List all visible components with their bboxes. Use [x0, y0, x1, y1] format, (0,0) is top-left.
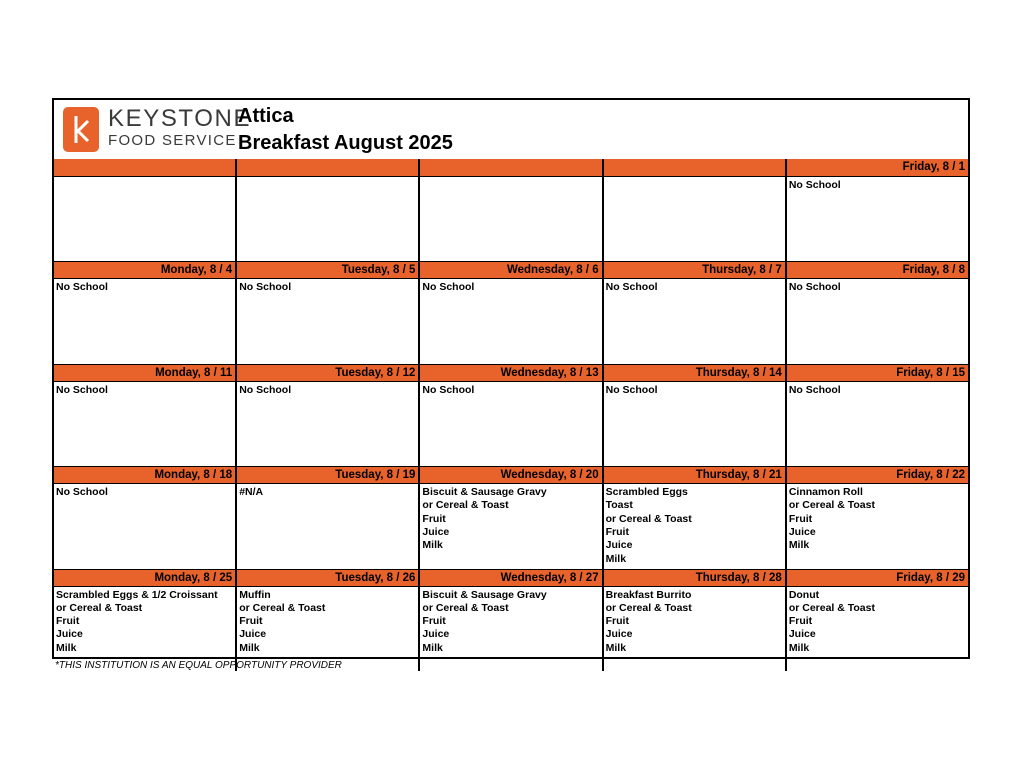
- day-cell: [604, 364, 787, 466]
- day-menu: [237, 484, 418, 499]
- week-row: [54, 364, 968, 466]
- menu-item: Scrambled Eggs & 1/2 Croissant: [56, 588, 218, 601]
- menu-item: Cinnamon Roll: [788, 486, 863, 499]
- day-cell: [237, 261, 420, 363]
- day-header: Wednesday, 8 / 6: [420, 261, 601, 279]
- day-header: Friday, 8 / 15: [787, 364, 968, 382]
- day-cell: [237, 569, 420, 671]
- week-row: [54, 261, 968, 363]
- day-header: Tuesday, 8 / 26: [237, 569, 418, 587]
- menu-item: Milk: [605, 552, 627, 565]
- menu-item: Fruit: [788, 512, 813, 525]
- day-header: Friday, 8 / 22: [787, 466, 968, 484]
- day-header: Friday, 8 / 8: [787, 261, 968, 279]
- day-cell: [604, 261, 787, 363]
- day-menu: [54, 484, 235, 499]
- day-menu: [54, 177, 235, 179]
- menu-item: or Cereal & Toast: [422, 499, 509, 512]
- menu-item: Breakfast Burrito: [605, 588, 692, 601]
- menu-item: No School: [788, 281, 841, 294]
- footer-note: *THIS INSTITUTION IS AN EQUAL OPPORTUNITY PROVIDER: [55, 660, 342, 671]
- day-header: [420, 159, 601, 177]
- day-header: Tuesday, 8 / 12: [237, 364, 418, 382]
- day-cell: [420, 569, 603, 671]
- menu-item: Donut: [788, 588, 820, 601]
- menu-item: Milk: [605, 641, 627, 654]
- menu-item: or Cereal & Toast: [605, 512, 692, 525]
- menu-item: Juice: [422, 628, 450, 641]
- menu-item: Milk: [788, 539, 810, 552]
- week-row: [54, 466, 968, 568]
- day-menu: [787, 587, 968, 655]
- menu-item: or Cereal & Toast: [422, 601, 509, 614]
- menu-item: Scrambled Eggs: [605, 486, 688, 499]
- menu-item: No School: [788, 179, 841, 191]
- menu-item: Juice: [422, 526, 450, 539]
- day-header: Thursday, 8 / 14: [604, 364, 785, 382]
- logo-subtitle: FOOD SERVICE: [108, 132, 237, 149]
- menu-item: No School: [239, 383, 292, 396]
- menu-item: Juice: [239, 628, 267, 641]
- menu-item: Fruit: [422, 615, 446, 628]
- menu-item: No School: [239, 281, 292, 294]
- menu-item: or Cereal & Toast: [239, 601, 326, 614]
- menu-item: Fruit: [239, 615, 263, 628]
- day-header: Thursday, 8 / 7: [604, 261, 785, 279]
- menu-item: No School: [605, 383, 658, 396]
- menu-calendar: [52, 98, 970, 659]
- day-menu: [420, 177, 601, 179]
- location-title: Attica: [238, 105, 294, 127]
- day-menu: [54, 382, 235, 397]
- day-cell: [237, 364, 420, 466]
- day-header: Monday, 8 / 11: [54, 364, 235, 382]
- day-menu: [787, 382, 968, 397]
- day-cell: [54, 261, 237, 363]
- day-header: [237, 159, 418, 177]
- day-menu: [237, 587, 418, 655]
- menu-item: Juice: [788, 628, 816, 641]
- menu-item: Milk: [56, 641, 77, 654]
- day-header: Wednesday, 8 / 27: [420, 569, 601, 587]
- menu-item: No School: [788, 383, 841, 396]
- day-cell: [604, 159, 787, 261]
- menu-item: Muffin: [239, 588, 271, 601]
- keystone-logo-icon: [63, 107, 99, 152]
- week-row: [54, 159, 968, 261]
- menu-item: Juice: [56, 628, 83, 641]
- menu-item: Biscuit & Sausage Gravy: [422, 588, 547, 601]
- day-menu: [420, 484, 601, 552]
- day-menu: [54, 587, 235, 655]
- day-header: [604, 159, 785, 177]
- day-cell: [787, 569, 968, 671]
- day-cell: [787, 159, 968, 261]
- menu-item: Juice: [788, 526, 816, 539]
- menu-item: Milk: [422, 539, 443, 552]
- day-cell: [54, 466, 237, 568]
- menu-item: No School: [56, 281, 108, 294]
- day-cell: [420, 364, 603, 466]
- day-cell: [787, 466, 968, 568]
- menu-item: Milk: [422, 641, 443, 654]
- day-menu: [604, 382, 785, 397]
- day-cell: [604, 466, 787, 568]
- day-cell: [54, 569, 237, 671]
- day-cell: [420, 466, 603, 568]
- day-header: Monday, 8 / 18: [54, 466, 235, 484]
- menu-item: Milk: [239, 641, 260, 654]
- day-cell: [237, 466, 420, 568]
- menu-item: or Cereal & Toast: [605, 601, 692, 614]
- day-header: Thursday, 8 / 28: [604, 569, 785, 587]
- day-header: Wednesday, 8 / 20: [420, 466, 601, 484]
- menu-item: #N/A: [239, 486, 264, 499]
- menu-item: Juice: [605, 539, 633, 552]
- day-cell: [54, 159, 237, 261]
- day-menu: [604, 279, 785, 294]
- day-menu: [420, 279, 601, 294]
- day-menu: [54, 279, 235, 294]
- day-menu: [604, 587, 785, 655]
- menu-item: Fruit: [56, 615, 80, 628]
- day-header: Thursday, 8 / 21: [604, 466, 785, 484]
- menu-item: Fruit: [422, 512, 446, 525]
- day-menu: [420, 382, 601, 397]
- day-cell: [787, 364, 968, 466]
- day-header: Monday, 8 / 25: [54, 569, 235, 587]
- day-header: Friday, 8 / 29: [787, 569, 968, 587]
- menu-item: or Cereal & Toast: [788, 601, 875, 614]
- day-cell: [54, 364, 237, 466]
- menu-item: Fruit: [605, 615, 629, 628]
- day-cell: [604, 569, 787, 671]
- menu-item: No School: [56, 486, 108, 499]
- day-menu: [787, 177, 968, 192]
- day-header: Friday, 8 / 1: [787, 159, 968, 177]
- menu-item: Fruit: [788, 615, 813, 628]
- calendar-grid: [54, 159, 968, 671]
- day-cell: [420, 159, 603, 261]
- menu-item: No School: [422, 383, 475, 396]
- menu-header: [54, 100, 968, 160]
- menu-item: Milk: [788, 641, 810, 654]
- week-row: [54, 569, 968, 671]
- day-menu: [237, 279, 418, 294]
- menu-item: No School: [605, 281, 658, 294]
- menu-item: or Cereal & Toast: [788, 499, 875, 512]
- day-header: Tuesday, 8 / 5: [237, 261, 418, 279]
- day-menu: [604, 484, 785, 566]
- day-header: Tuesday, 8 / 19: [237, 466, 418, 484]
- day-menu: [237, 382, 418, 397]
- day-menu: [237, 177, 418, 179]
- menu-item: Toast: [605, 499, 633, 512]
- menu-item: No School: [56, 383, 108, 396]
- day-cell: [787, 261, 968, 363]
- menu-item: or Cereal & Toast: [56, 601, 143, 614]
- menu-item: No School: [422, 281, 475, 294]
- day-menu: [787, 484, 968, 552]
- day-menu: [787, 279, 968, 294]
- menu-item: Juice: [605, 628, 633, 641]
- day-header: [54, 159, 235, 177]
- menu-item: Biscuit & Sausage Gravy: [422, 486, 547, 499]
- day-menu: [604, 177, 785, 179]
- day-menu: [420, 587, 601, 655]
- day-cell: [420, 261, 603, 363]
- menu-item: Fruit: [605, 526, 629, 539]
- logo-title: KEYSTONE: [108, 105, 252, 132]
- day-header: Monday, 8 / 4: [54, 261, 235, 279]
- day-header: Wednesday, 8 / 13: [420, 364, 601, 382]
- day-cell: [237, 159, 420, 261]
- menu-title: Breakfast August 2025: [238, 132, 453, 154]
